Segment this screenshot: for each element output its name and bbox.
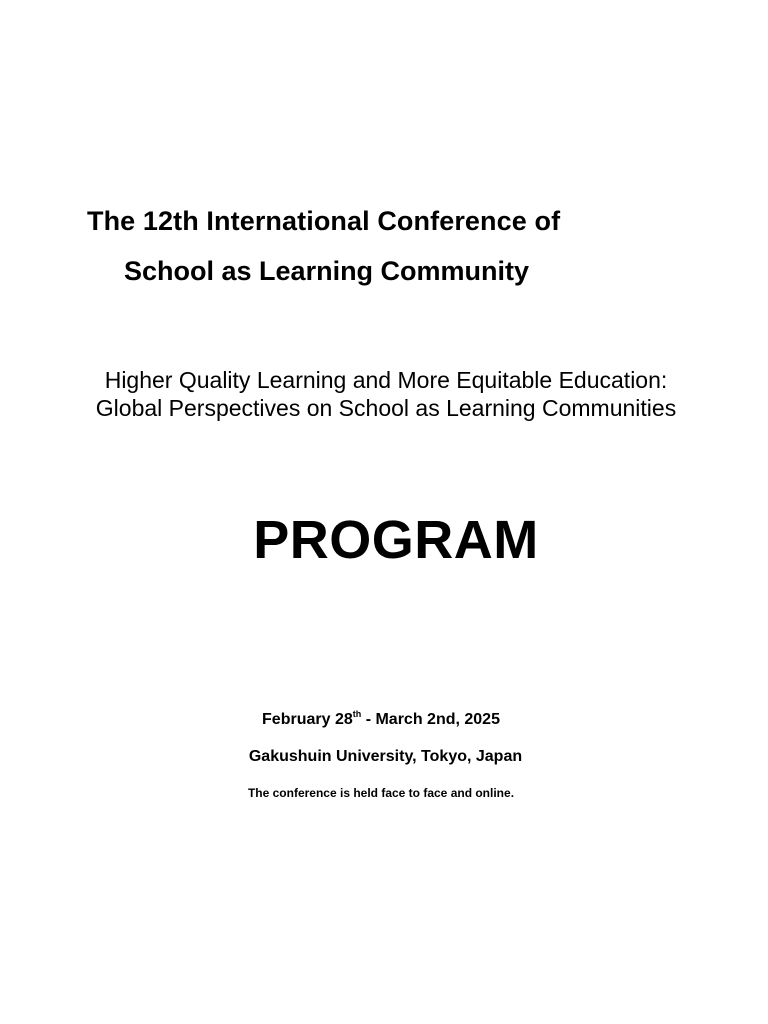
conference-format-note: The conference is held face to face and online. xyxy=(247,786,515,800)
conference-theme-line-1: Higher Quality Learning and More Equitable Education: xyxy=(104,367,668,393)
conference-title-line-2: School as Learning Community xyxy=(124,256,530,286)
conference-dates xyxy=(0,711,762,729)
date-start-suffix: th xyxy=(352,709,362,719)
conference-title-line-1: The 12th International Conference of xyxy=(87,206,561,236)
document-type-heading: PROGRAM xyxy=(253,510,539,570)
date-rest: - March 2nd, 2025 xyxy=(361,711,500,728)
conference-theme xyxy=(0,366,768,422)
date-start: February 28 xyxy=(262,711,353,728)
conference-theme-line-2: Global Perspectives on School as Learning Communities xyxy=(95,395,677,421)
conference-venue: Gakushuin University, Tokyo, Japan xyxy=(248,748,523,765)
